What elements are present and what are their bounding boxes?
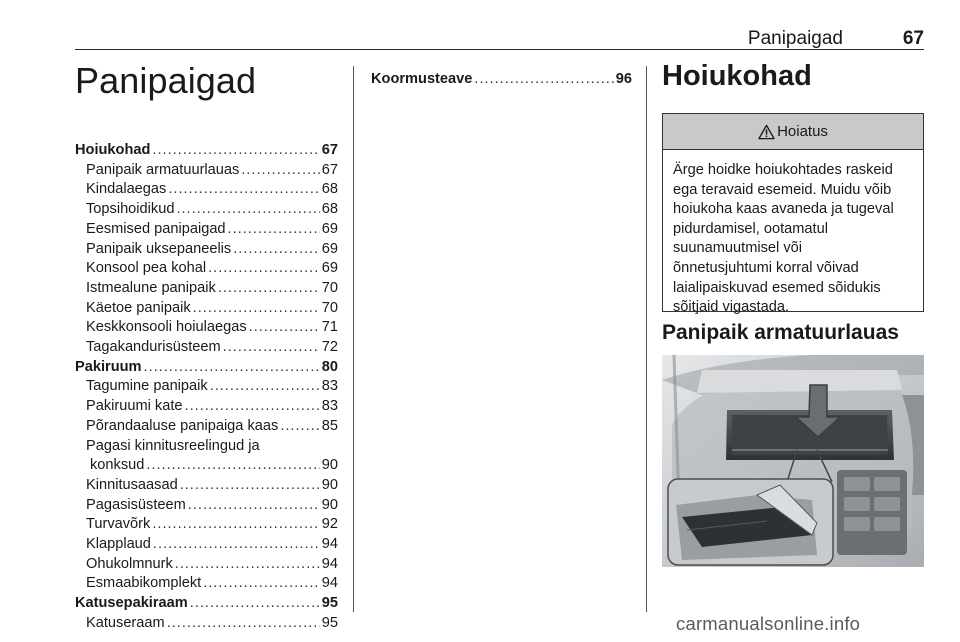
dashboard-storage-illustration: [662, 355, 924, 567]
toc-dot-leader: [233, 240, 320, 260]
toc-entry-page: 92: [321, 516, 338, 533]
toc-entry[interactable]: [75, 377, 338, 397]
toc-entry-page: 69: [321, 240, 338, 257]
toc-section-entry[interactable]: [371, 70, 632, 90]
toc-entry-label: konksud: [90, 457, 145, 474]
toc-dot-leader: [152, 515, 319, 535]
toc-entry-page: 90: [321, 457, 338, 474]
toc-entry[interactable]: [75, 200, 338, 220]
toc-entry-label: Panipaik uksepaneelis: [86, 240, 232, 257]
toc-entry[interactable]: [75, 614, 338, 634]
toc-entry-page: 95: [321, 614, 338, 631]
toc-entry-page: 90: [321, 496, 338, 513]
toc-entry[interactable]: [75, 161, 338, 181]
toc-entry[interactable]: [75, 535, 338, 555]
toc-entry-page: 90: [321, 476, 338, 493]
toc-entry-page: 95: [321, 595, 338, 612]
table-of-contents: [75, 141, 338, 634]
toc-entry[interactable]: [75, 338, 338, 358]
toc-entry[interactable]: [75, 180, 338, 200]
toc-dot-leader: [241, 161, 319, 181]
toc-entry-label: Pakiruumi kate: [86, 398, 183, 415]
toc-section-entry[interactable]: [75, 141, 338, 161]
toc-dot-leader: [168, 180, 319, 200]
toc-entry[interactable]: [75, 515, 338, 535]
toc-entry-label: Hoiukohad: [75, 142, 151, 158]
toc-dot-leader: [210, 377, 320, 397]
toc-dot-leader: [208, 259, 320, 279]
toc-dot-leader: [280, 417, 319, 437]
toc-dot-leader: [180, 476, 320, 496]
toc-entry-page: 71: [321, 319, 338, 336]
toc-dot-leader: [193, 299, 320, 319]
toc-entry-page: 67: [321, 161, 338, 178]
toc-dot-leader: [228, 220, 320, 240]
toc-dot-leader: [185, 397, 320, 417]
warning-title: Hoiatus: [777, 123, 828, 140]
toc-entry-label: Turvavõrk: [86, 516, 151, 533]
toc-dot-leader: [223, 338, 320, 358]
toc-section-entry[interactable]: [75, 358, 338, 378]
toc-entry-label: Panipaik armatuurlauas: [86, 161, 240, 178]
running-header-title: Panipaigad: [747, 28, 843, 49]
toc-entry-label: Pagasisüsteem: [86, 496, 186, 513]
toc-entry-page: 83: [321, 378, 338, 395]
toc-entry-label: Koormusteave: [371, 71, 473, 87]
toc-entry-label: Pagasi kinnitusreelingud ja: [86, 437, 260, 454]
toc-dot-leader: [190, 594, 320, 614]
toc-entry-label: Tagakandurisüsteem: [86, 339, 221, 356]
toc-entry-label: Topsihoidikud: [86, 201, 175, 218]
toc-entry-label: Keskkonsooli hoiulaegas: [86, 319, 247, 336]
column-divider-1: [353, 66, 354, 612]
toc-entry[interactable]: [75, 279, 338, 299]
toc-entry-page: 94: [321, 555, 338, 572]
toc-entry[interactable]: [75, 496, 338, 516]
toc-dot-leader: [188, 496, 320, 516]
toc-entry-label: Kindalaegas: [86, 181, 167, 198]
toc-entry-page: 80: [321, 358, 338, 375]
toc-entry-page: 85: [321, 417, 338, 434]
toc-entry-page: 69: [321, 260, 338, 277]
toc-section-entry[interactable]: [75, 594, 338, 614]
toc-entry-label: Pakiruum: [75, 358, 142, 375]
toc-entry[interactable]: [75, 397, 338, 417]
toc-entry-label: Katuseraam: [86, 614, 165, 631]
toc-entry[interactable]: [75, 574, 338, 594]
toc-entry[interactable]: [75, 555, 338, 575]
page-number: 67: [902, 28, 924, 49]
toc-entry-page: 70: [321, 299, 338, 316]
table-of-contents-continued: [371, 70, 632, 90]
toc-entry[interactable]: [75, 437, 338, 457]
toc-entry-page: 83: [321, 398, 338, 415]
toc-dot-leader: [474, 70, 613, 90]
toc-entry-label: Katusepakiraam: [75, 595, 188, 612]
warning-text: Ärge hoidke hoiukohtades raskeid ega teravaid esemeid. Muidu võib hoiukoha kaas avaneda ja tugeval pidurdamisel, ootamatul suunamuutmisel või õnnetusjuhtumi korral võivad laialipaiskuvad esemed sõidukis sõitjaid vigastada.: [673, 162, 894, 316]
section-title: Hoiukohad: [662, 60, 812, 92]
chapter-title: Panipaigad: [75, 60, 257, 101]
warning-triangle-icon: [758, 124, 775, 140]
toc-entry-page: 94: [321, 536, 338, 553]
subsection-title: Panipaik armatuurlauas: [662, 321, 899, 344]
header-rule: [75, 49, 924, 50]
toc-entry-page: 70: [321, 279, 338, 296]
toc-entry-label: Tagumine panipaik: [86, 378, 208, 395]
toc-dot-leader: [176, 200, 319, 220]
toc-dot-leader: [249, 318, 320, 338]
toc-entry[interactable]: [75, 476, 338, 496]
toc-dot-leader: [146, 456, 319, 476]
toc-entry-page: 68: [321, 201, 338, 218]
column-divider-2: [646, 66, 647, 612]
toc-dot-leader: [167, 614, 320, 634]
toc-entry[interactable]: [75, 240, 338, 260]
toc-entry-label: Klapplaud: [86, 536, 151, 553]
toc-dot-leader: [144, 358, 320, 378]
toc-entry[interactable]: [75, 220, 338, 240]
toc-entry-page: 94: [321, 575, 338, 592]
toc-entry-label: Kinnitusaasad: [86, 476, 178, 493]
toc-dot-leader: [153, 535, 320, 555]
toc-entry[interactable]: [75, 299, 338, 319]
toc-entry-label: Istmealune panipaik: [86, 279, 216, 296]
dashboard-storage-figure: [662, 355, 924, 567]
toc-dot-leader: [175, 555, 320, 575]
toc-entry-label: Põrandaaluse panipaiga kaas: [86, 417, 279, 434]
toc-entry-page: 96: [615, 71, 632, 87]
toc-entry-label: Ohukolmnurk: [86, 555, 173, 572]
toc-dot-leader: [203, 574, 320, 594]
watermark: carmanualsonline.info: [676, 613, 861, 634]
toc-dot-leader: [152, 141, 319, 161]
toc-entry[interactable]: [75, 417, 338, 437]
warning-header: [663, 114, 923, 150]
toc-entry[interactable]: [75, 318, 338, 338]
toc-entry-page: 68: [321, 181, 338, 198]
toc-entry-label: Eesmised panipaigad: [86, 220, 226, 237]
toc-entry[interactable]: [75, 456, 338, 476]
toc-entry-page: 69: [321, 220, 338, 237]
toc-entry-label: Esmaabikomplekt: [86, 575, 202, 592]
toc-entry-page: 67: [321, 142, 338, 158]
toc-dot-leader: [218, 279, 320, 299]
toc-entry-label: Konsool pea kohal: [86, 260, 207, 277]
toc-entry[interactable]: [75, 259, 338, 279]
toc-entry-label: Käetoe panipaik: [86, 299, 191, 316]
toc-entry-page: 72: [321, 339, 338, 356]
warning-box: [662, 113, 924, 316]
